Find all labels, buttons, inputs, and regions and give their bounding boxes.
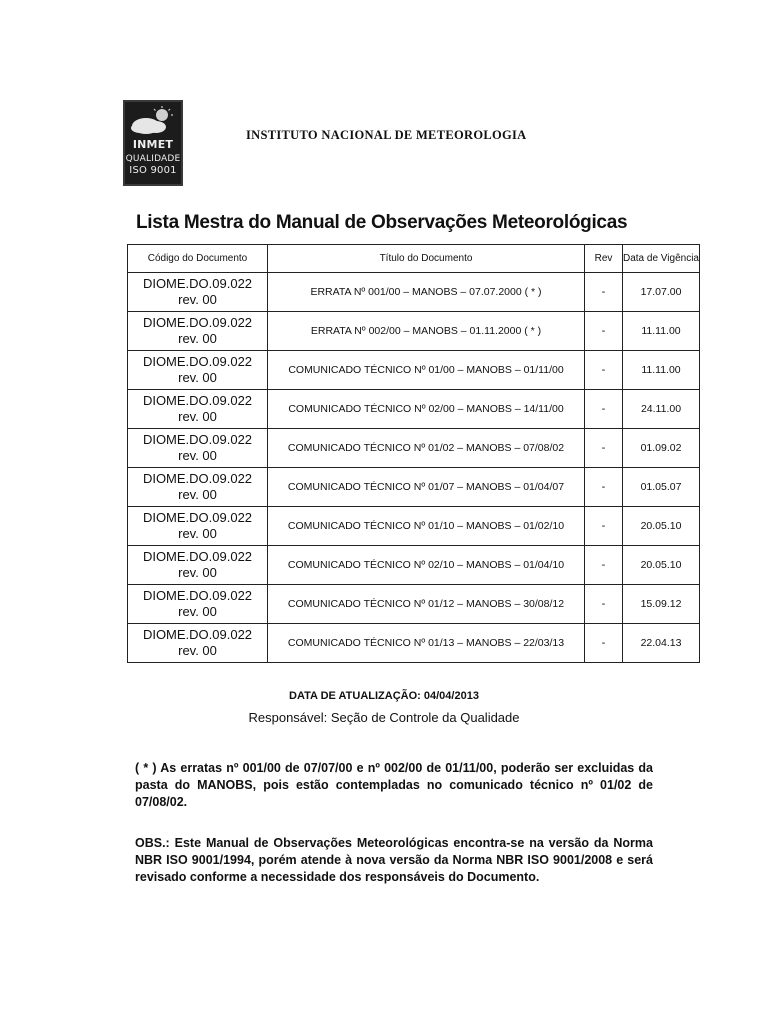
document-code: DIOME.DO.09.022 [142, 276, 253, 291]
revision-cell: - [585, 351, 623, 390]
document-code: DIOME.DO.09.022 [142, 354, 253, 369]
document-title-cell: COMUNICADO TÉCNICO Nº 01/07 – MANOBS – 01/04/07 [268, 468, 585, 507]
header-code: Código do Documento [128, 245, 268, 273]
table-row [128, 312, 700, 351]
document-code: DIOME.DO.09.022 [142, 315, 253, 330]
table-row [128, 351, 700, 390]
document-title-cell: ERRATA Nº 001/00 – MANOBS – 07.07.2000 ( * ) [268, 273, 585, 312]
document-code-cell [128, 507, 268, 546]
logo-line2: ISO 9001 [129, 165, 177, 176]
header-date: Data de Vigência [623, 245, 700, 273]
document-code: DIOME.DO.09.022 [142, 549, 253, 564]
document-title-cell: COMUNICADO TÉCNICO Nº 01/13 – MANOBS – 22/03/13 [268, 624, 585, 663]
revision-cell: - [585, 624, 623, 663]
document-code: DIOME.DO.09.022 [142, 432, 253, 447]
effective-date-cell: 15.09.12 [623, 585, 700, 624]
document-code: DIOME.DO.09.022 [142, 627, 253, 642]
revision-cell: - [585, 312, 623, 351]
document-code-rev: rev. 00 [178, 526, 217, 541]
document-code-cell [128, 312, 268, 351]
effective-date-cell: 11.11.00 [623, 312, 700, 351]
document-title-cell: COMUNICADO TÉCNICO Nº 02/10 – MANOBS – 01/04/10 [268, 546, 585, 585]
table-row [128, 390, 700, 429]
revision-cell: - [585, 585, 623, 624]
effective-date-cell: 11.11.00 [623, 351, 700, 390]
header-title: Título do Documento [268, 245, 585, 273]
document-code: DIOME.DO.09.022 [142, 471, 253, 486]
revision-cell: - [585, 468, 623, 507]
effective-date-cell: 17.07.00 [623, 273, 700, 312]
document-code-rev: rev. 00 [178, 331, 217, 346]
document-title-cell: COMUNICADO TÉCNICO Nº 01/12 – MANOBS – 30/08/12 [268, 585, 585, 624]
table-header-row [128, 245, 700, 273]
revision-cell: - [585, 429, 623, 468]
document-title-cell: COMUNICADO TÉCNICO Nº 01/00 – MANOBS – 01/11/00 [268, 351, 585, 390]
table-row [128, 546, 700, 585]
document-code: DIOME.DO.09.022 [142, 510, 253, 525]
document-code-rev: rev. 00 [178, 565, 217, 580]
logo-brand: INMET [132, 138, 174, 151]
document-code-cell [128, 390, 268, 429]
header-rev: Rev [585, 245, 623, 273]
revision-cell: - [585, 507, 623, 546]
document-title-cell: COMUNICADO TÉCNICO Nº 01/02 – MANOBS – 07/08/02 [268, 429, 585, 468]
document-code-rev: rev. 00 [178, 292, 217, 307]
master-list-table [127, 244, 700, 663]
document-title-cell: ERRATA Nº 002/00 – MANOBS – 01.11.2000 ( * ) [268, 312, 585, 351]
effective-date-cell: 20.05.10 [623, 507, 700, 546]
effective-date-cell: 01.05.07 [623, 468, 700, 507]
obs-note: OBS.: Este Manual de Observações Meteorológicas encontra-se na versão da Norma NBR ISO 9001/1994, porém atende à nova versão da Norma NBR ISO 9001/2008 e será revisado conforme a necessidade dos responsáveis do Documento. [135, 836, 653, 884]
document-code-cell [128, 273, 268, 312]
errata-note: ( * ) As erratas nº 001/00 de 07/07/00 e nº 002/00 de 01/11/00, poderão ser excluidas da pasta do MANOBS, pois estão contempladas no comunicado técnico nº 01/02 de 07/08/02. [135, 761, 653, 809]
effective-date-cell: 20.05.10 [623, 546, 700, 585]
table-row [128, 468, 700, 507]
document-code-rev: rev. 00 [178, 604, 217, 619]
inmet-logo [123, 100, 183, 186]
table-row [128, 624, 700, 663]
table-row [128, 429, 700, 468]
document-code-cell [128, 351, 268, 390]
institute-name: INSTITUTO NACIONAL DE METEOROLOGIA [246, 128, 527, 142]
document-code-rev: rev. 00 [178, 487, 217, 502]
table-row [128, 273, 700, 312]
effective-date-cell: 22.04.13 [623, 624, 700, 663]
document-code-cell [128, 624, 268, 663]
revision-cell: - [585, 390, 623, 429]
revision-cell: - [585, 273, 623, 312]
document-code-cell [128, 585, 268, 624]
document-title: Lista Mestra do Manual de Observações Meteorológicas [136, 212, 628, 233]
logo-line1: QUALIDADE [125, 154, 181, 164]
document-code-rev: rev. 00 [178, 370, 217, 385]
document-code-cell [128, 546, 268, 585]
document-code-rev: rev. 00 [178, 643, 217, 658]
document-code-rev: rev. 00 [178, 409, 217, 424]
responsible-section: Responsável: Seção de Controle da Qualidade [248, 710, 520, 725]
document-title-cell: COMUNICADO TÉCNICO Nº 02/00 – MANOBS – 14/11/00 [268, 390, 585, 429]
table-row [128, 507, 700, 546]
document-code-cell [128, 429, 268, 468]
table-row [128, 585, 700, 624]
document-title-cell: COMUNICADO TÉCNICO Nº 01/10 – MANOBS – 01/02/10 [268, 507, 585, 546]
effective-date-cell: 24.11.00 [623, 390, 700, 429]
document-code: DIOME.DO.09.022 [142, 393, 253, 408]
document-code-cell [128, 468, 268, 507]
revision-cell: - [585, 546, 623, 585]
document-code: DIOME.DO.09.022 [142, 588, 253, 603]
effective-date-cell: 01.09.02 [623, 429, 700, 468]
cloud-sun-icon [128, 106, 176, 136]
update-date: DATA DE ATUALIZAÇÃO: 04/04/2013 [289, 690, 479, 702]
document-code-rev: rev. 00 [178, 448, 217, 463]
